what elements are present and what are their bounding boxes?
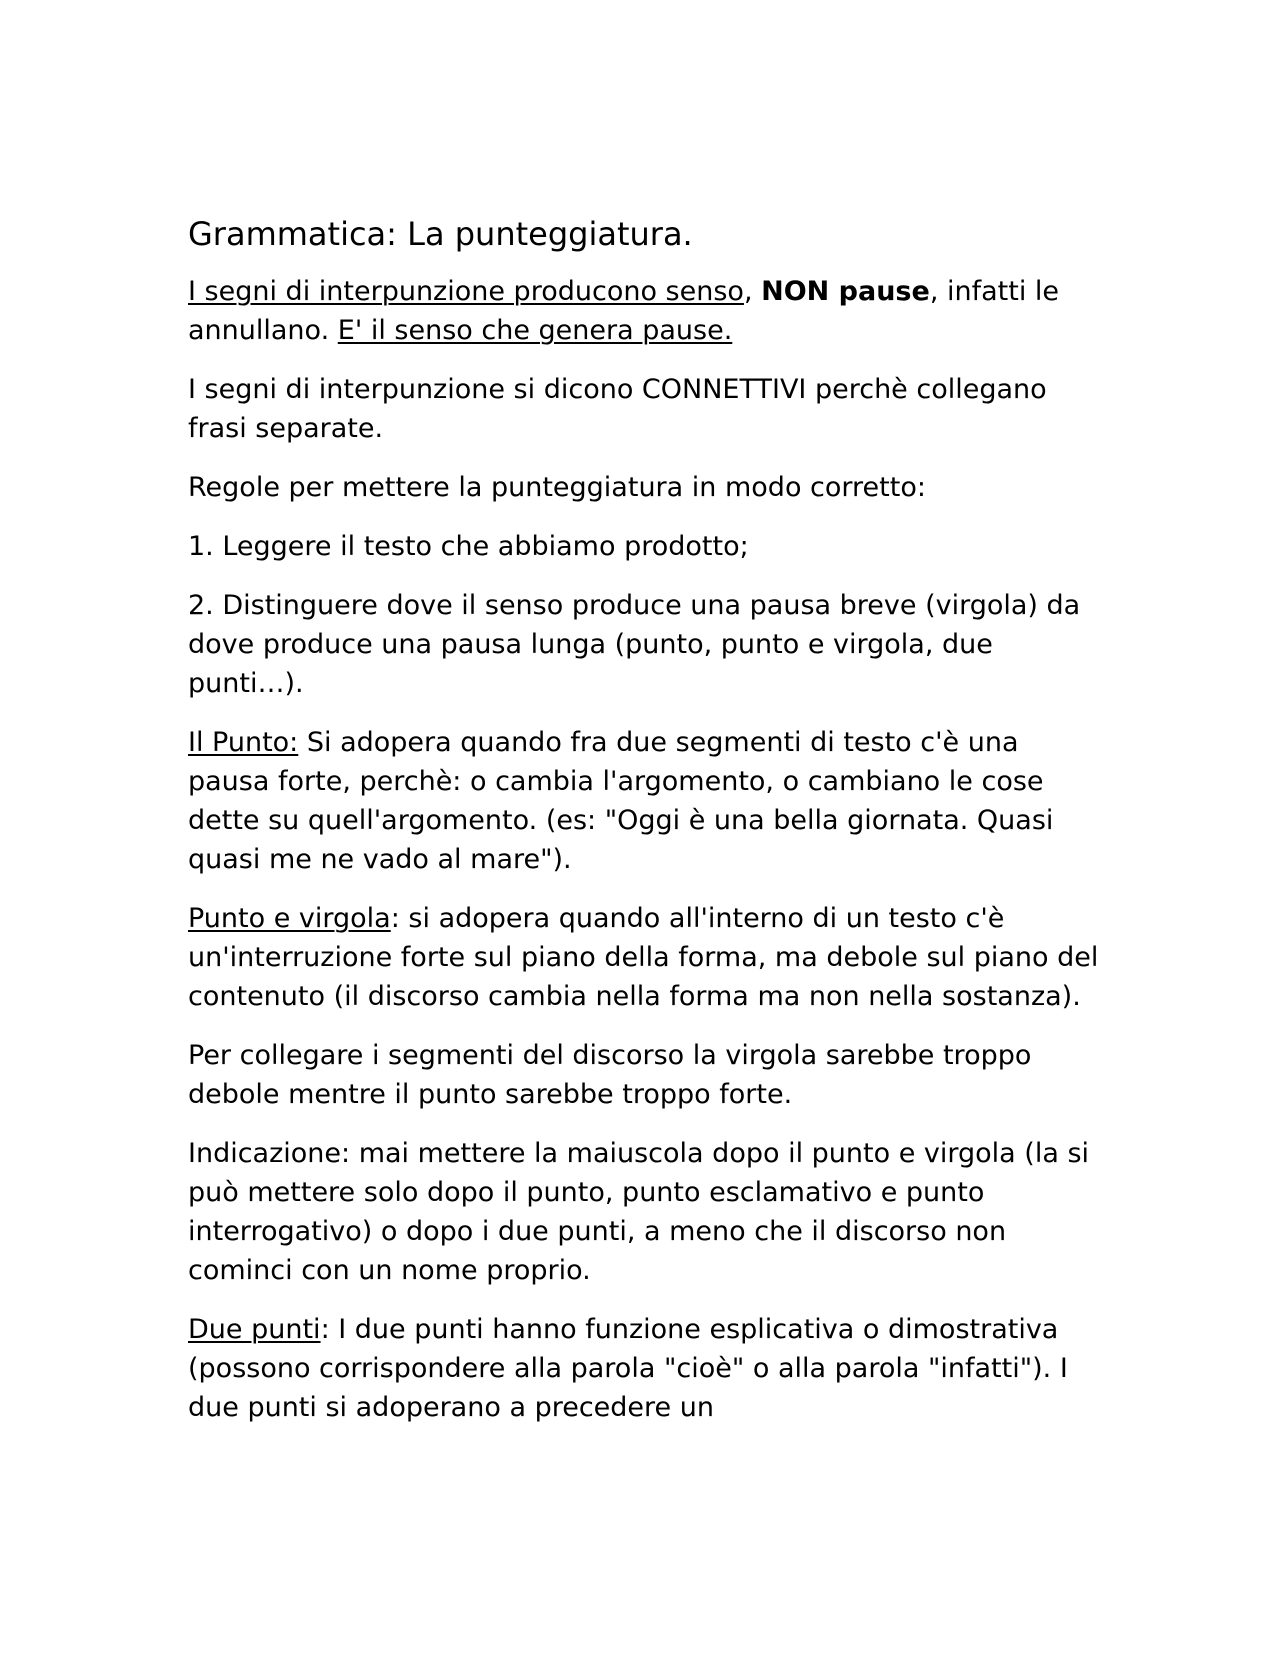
text-run: , bbox=[743, 276, 762, 307]
document-page bbox=[188, 212, 1108, 1447]
paragraph-regole: Regole per mettere la punteggiatura in modo corretto: bbox=[188, 472, 926, 503]
paragraph-indicazione: Indicazione: mai mettere la maiuscola dopo il punto e virgola (la si può mettere solo dopo il punto, punto esclamativo e punto interrogativo) o dopo i due punti, a meno che il discorso non cominci con un nome proprio. bbox=[188, 1138, 1090, 1286]
text-run: , infatti le annullano. bbox=[188, 276, 1060, 346]
definition-due-punti: : I due punti hanno funzione esplicativa o dimostrativa (possono corrispondere alla parola "cioè" o alla parola "infatti"). I due punti si adoperano a precedere un bbox=[188, 1314, 1068, 1423]
paragraph-due-punti bbox=[188, 1310, 1108, 1427]
paragraph-punto-e-virgola bbox=[188, 899, 1108, 1016]
underlined-text: E' il senso che genera pause. bbox=[337, 315, 733, 346]
paragraph-rule-2: 2. Distinguere dove il senso produce una pausa breve (virgola) da dove produce una pausa lunga (punto, punto e virgola, due punti…). bbox=[188, 590, 1081, 699]
paragraph-punto bbox=[188, 723, 1108, 879]
definition-punto: Si adopera quando fra due segmenti di testo c'è una pausa forte, perchè: o cambia l'argomento, o cambiano le cose dette su quell'argomento. (es: "Oggi è una bella giornata. Quasi quasi me ne vado al mare"). bbox=[188, 727, 1054, 875]
term-due-punti: Due punti bbox=[188, 1314, 321, 1345]
paragraph-senso bbox=[188, 272, 1108, 350]
paragraph-rule-1: 1. Leggere il testo che abbiamo prodotto; bbox=[188, 531, 749, 562]
definition-punto-e-virgola: : si adopera quando all'interno di un testo c'è un'interruzione forte sul piano della forma, ma debole sul piano del contenuto (il discorso cambia nella forma ma non nella sostanza). bbox=[188, 903, 1099, 1012]
term-punto: Il Punto: bbox=[188, 727, 299, 758]
term-punto-e-virgola: Punto e virgola bbox=[188, 903, 391, 934]
underlined-text: I segni di interpunzione producono senso bbox=[188, 276, 744, 307]
document-title: Grammatica: La punteggiatura. bbox=[188, 215, 693, 253]
paragraph-connettivi: I segni di interpunzione si dicono CONNETTIVI perchè collegano frasi separate. bbox=[188, 374, 1047, 444]
paragraph-collegare: Per collegare i segmenti del discorso la virgola sarebbe troppo debole mentre il punto sarebbe troppo forte. bbox=[188, 1040, 1032, 1110]
bold-text: NON pause bbox=[761, 276, 930, 307]
